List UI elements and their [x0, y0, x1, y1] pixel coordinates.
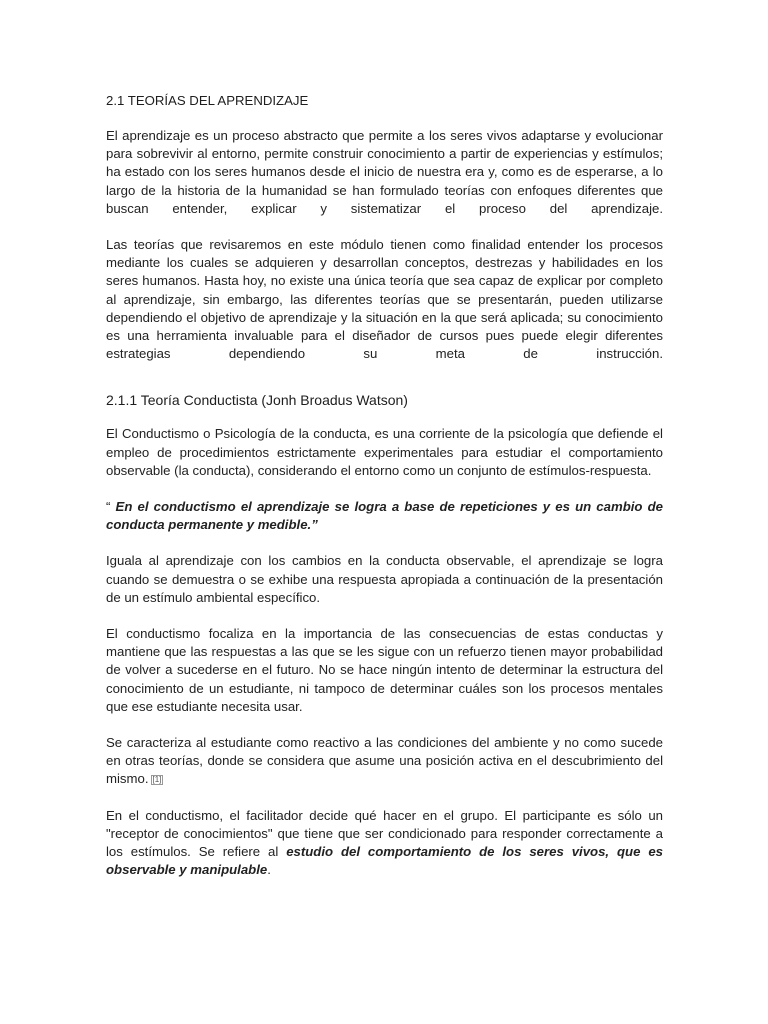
paragraph-facilitador-end: . [267, 862, 271, 878]
paragraph-theories: Las teorías que revisaremos en este módulo tienen como finalidad entender los procesos mediante los cuales se adquieren y desarrollan conceptos, destrezas y habilidades en los seres humanos. Hasta hoy, no existe una única teoría que sea capaz de explicar por completo al aprendizaje, sin embargo, las diferentes teorías que se presentarán, pueden utilizarse dependiendo el objetivo de aprendizaje y la situación en la que será aplicada; su conocimiento es una herramienta invaluable para el diseñador de cursos pues puede elegir diferentes estrategias dependiendo su meta de instrucción. [106, 237, 663, 362]
paragraph-conductismo-definition: El Conductismo o Psicología de la conducta, es una corriente de la psicología que defiende el empleo de procedimientos estrictamente experimentales para estudiar el comportamiento observable (la conducta), considerando el entorno como un conjunto de estímulos-respuesta. [106, 426, 663, 478]
paragraph-intro: El aprendizaje es un proceso abstracto que permite a los seres vivos adaptarse y evolucionar para sobrevivir al entorno, permite construir conocimiento a partir de experiencias y estímulos; ha estado con los seres humanos desde el inicio de nuestra era y, como es de esperarse, a lo largo de la historia de la humanidad se han formulado teorías con enfoques diferentes que buscan entender, explicar y sistematizar el proceso del aprendizaje. [106, 128, 663, 216]
emphasis-text: estudio del comportamiento de los seres vivos, que es observable y manipulable [106, 844, 663, 878]
paragraph-estudiante-reactivo [106, 734, 663, 789]
paragraph-estudiante-text: Se caracteriza al estudiante como reactivo a las condiciones del ambiente y no como sucede en otras teorías, donde se considera que asume una posición activa en el descubrimiento del mismo. [106, 735, 663, 787]
paragraph-facilitador-text: En el conductismo, el facilitador decide qué hacer en el grupo. El participante es sólo un "receptor de conocimientos" que tiene que ser condicionado para responder correctamente a los estímulos. Se refiere al [106, 807, 663, 860]
section-title: 2.1 TEORÍAS DEL APRENDIZAJE [106, 93, 309, 108]
quote-paragraph [106, 498, 663, 534]
paragraph-iguala: Iguala al aprendizaje con los cambios en la conducta observable, el aprendizaje se logra cuando se demuestra o se exhibe una respuesta apropiada a continuación de la presentación de un estímulo ambiental específico. [106, 553, 663, 605]
footnote-marker[interactable]: [1] [152, 775, 162, 784]
subsection-title: 2.1.1 Teoría Conductista (Jonh Broadus Watson) [106, 392, 408, 409]
paragraph-facilitador [106, 807, 663, 880]
quote-text: En el conductismo el aprendizaje se logra a base de repeticiones y es un cambio de conducta permanente y medible.” [106, 499, 663, 533]
paragraph-focaliza: El conductismo focaliza en la importancia de las consecuencias de estas conductas y mantiene que las respuestas a las que se les sigue con un refuerzo tienen mayor probabilidad de volver a sucederse en el futuro. No se hace ningún intento de determinar la estructura del conocimiento de un estudiante, ni tampoco de determinar cuáles son los procesos mentales que ese estudiante necesita usar. [106, 626, 663, 714]
quote-mark: “ [106, 499, 116, 515]
